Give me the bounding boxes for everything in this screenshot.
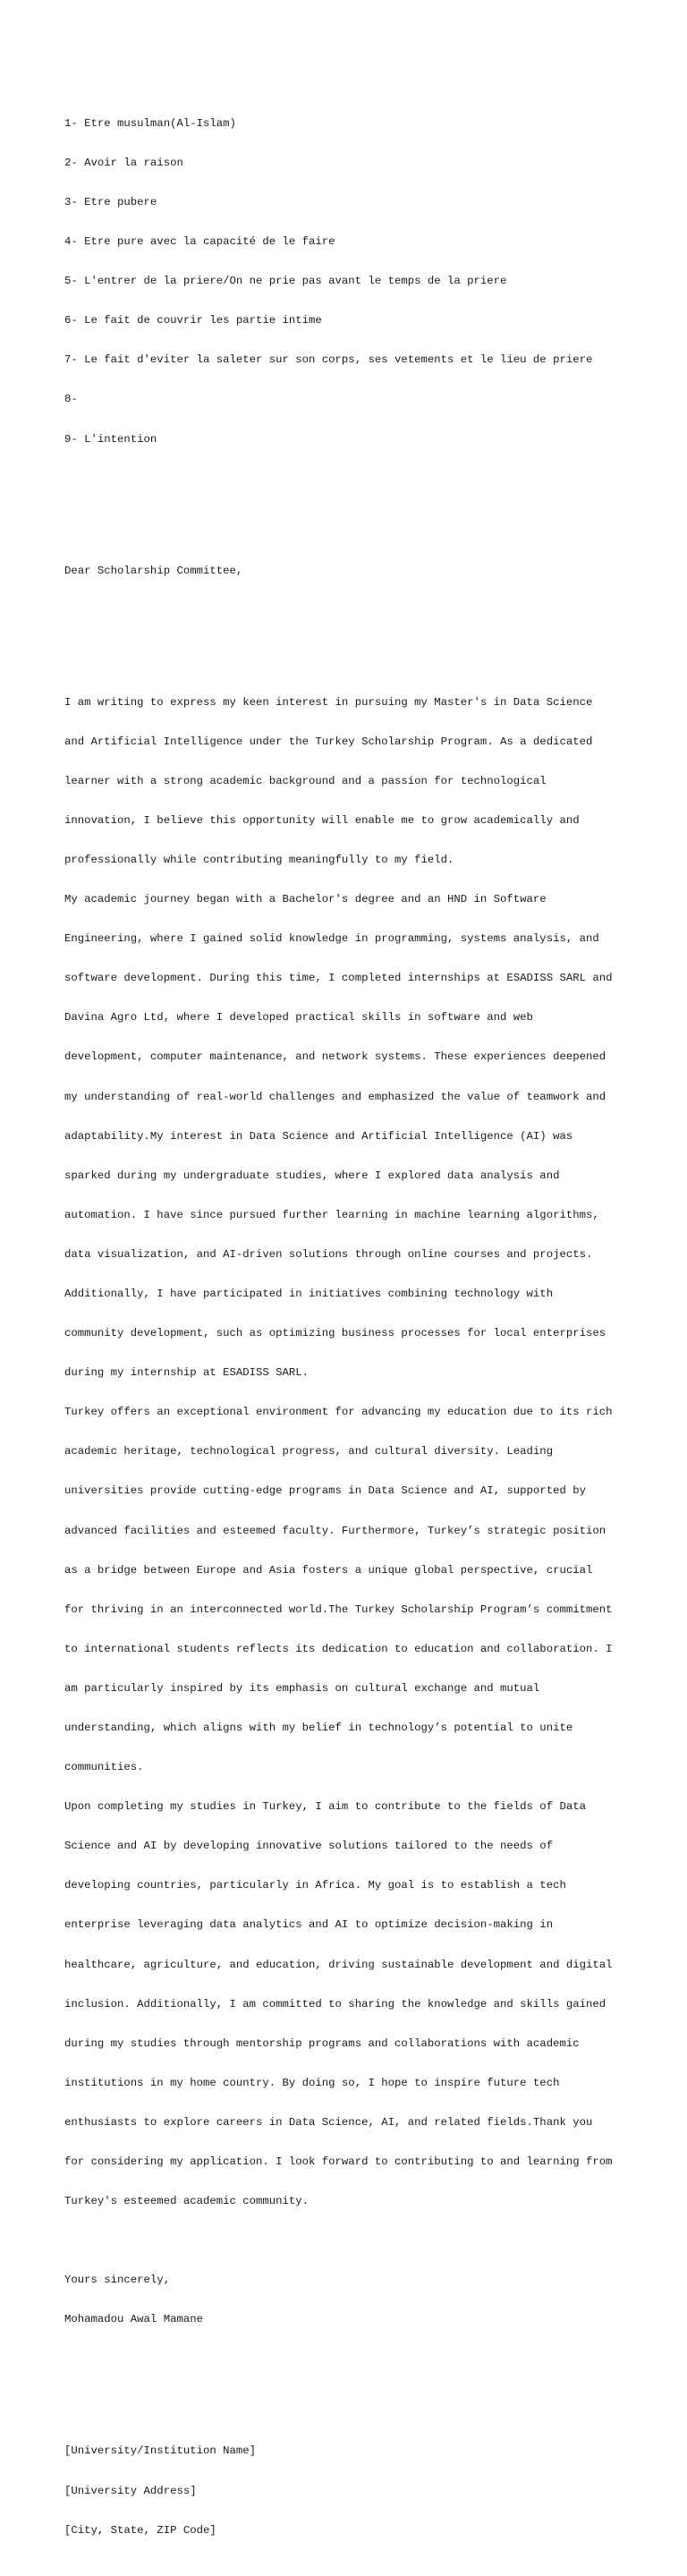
- body-line: to international students reflects its dedication to education and collaboration. I: [64, 1642, 613, 1655]
- body-line: Turkey's esteemed academic community.: [64, 2195, 310, 2208]
- body-line: adaptability.My interest in Data Science and Artificial Intelligence (AI) was: [64, 1129, 573, 1143]
- body-line: Turkey offers an exceptional environment for advancing my education due to its rich: [64, 1406, 613, 1419]
- body-line: for considering my application. I look forward to contributing to and learning from: [64, 2155, 613, 2169]
- body-line: for thriving in an interconnected world.The Turkey Scholarship Program’s commitment: [64, 1603, 613, 1616]
- body-line: data visualization, and AI-driven solutions through online courses and projects.: [64, 1247, 593, 1261]
- body-line: I am writing to express my keen interest in pursuing my Master's in Data Science: [64, 695, 593, 709]
- body-line: academic heritage, technological progress, and cultural diversity. Leading: [64, 1445, 554, 1458]
- body-line: inclusion. Additionally, I am committed to sharing the knowledge and skills gained: [64, 1997, 606, 2011]
- spacer: [64, 2366, 637, 2379]
- body-line: automation. I have since pursued further learning in machine learning algorithms,: [64, 1208, 599, 1221]
- body-line: professionally while contributing meaningfully to my field.: [64, 853, 454, 866]
- list-item: 3- Etre pubere: [64, 196, 157, 208]
- body-line: Engineering, where I gained solid knowledge in programming, systems analysis, and: [64, 932, 599, 946]
- body-line: as a bridge between Europe and Asia fosters a unique global perspective, crucial: [64, 1563, 593, 1577]
- salutation: Dear Scholarship Committee,: [64, 564, 243, 577]
- body-line: community development, such as optimizing business processes for local enterprises: [64, 1327, 606, 1340]
- body-line: universities provide cutting-edge programs in Data Science and AI, supported by: [64, 1484, 586, 1498]
- body-line: my understanding of real-world challenges and emphasized the value of teamwork and: [64, 1090, 606, 1103]
- list-item: 8-: [64, 393, 78, 406]
- address-block: [64, 2419, 637, 2563]
- body-line: development, computer maintenance, and network systems. These experiences deepened: [64, 1050, 606, 1064]
- letter-body: [64, 669, 637, 2234]
- list-item: 4- Etre pure avec la capacité de le faire: [64, 235, 335, 249]
- body-line: advanced facilities and esteemed faculty. Furthermore, Turkey’s strategic position: [64, 1524, 606, 1537]
- body-line: communities.: [64, 1761, 144, 1774]
- list-item: 6- Le fait de couvrir les partie intime: [64, 314, 322, 327]
- body-line: Upon completing my studies in Turkey, I aim to contribute to the fields of Data: [64, 1800, 586, 1814]
- body-line: institutions in my home country. By doing so, I hope to inspire future tech: [64, 2076, 560, 2089]
- closing: Yours sincerely,: [64, 2274, 171, 2287]
- body-line: and Artificial Intelligence under the Turkey Scholarship Program. As a dedicated: [64, 735, 593, 748]
- body-line: enterprise leveraging data analytics and AI to optimize decision-making in: [64, 1918, 554, 1932]
- list-item: 2- Avoir la raison: [64, 156, 183, 169]
- spacer: [64, 616, 637, 630]
- body-line: during my studies through mentorship programs and collaborations with academic: [64, 2036, 580, 2050]
- list-item: 5- L'entrer de la priere/On ne prie pas avant le temps de la priere: [64, 275, 507, 288]
- list-item: 1- Etre musulman(Al-Islam): [64, 116, 236, 130]
- body-line: healthcare, agriculture, and education, driving sustainable development and digital: [64, 1958, 613, 1971]
- body-line: learner with a strong academic background and a passion for technological: [64, 774, 547, 787]
- list-item: 9- L'intention: [64, 432, 157, 446]
- document-page: [64, 64, 637, 2576]
- body-line: Science and AI by developing innovative solutions tailored to the needs of: [64, 1840, 554, 1853]
- body-line: during my internship at ESADISS SARL.: [64, 1366, 310, 1380]
- body-line: enthusiasts to explore careers in Data Science, AI, and related fields.Thank you: [64, 2115, 593, 2129]
- spacer: [64, 512, 637, 525]
- list-item: 7- Le fait d'eviter la saleter sur son corps, ses vetements et le lieu de priere: [64, 353, 593, 367]
- numbered-list: [64, 90, 637, 472]
- body-line: Additionally, I have participated in initiatives combining technology with: [64, 1287, 554, 1300]
- body-line: innovation, I believe this opportunity will enable me to grow academically and: [64, 813, 580, 827]
- body-line: understanding, which aligns with my belief in technology’s potential to unite: [64, 1722, 573, 1734]
- signature: Mohamadou Awal Mamane: [64, 2313, 203, 2326]
- address-line: [University Address]: [64, 2484, 197, 2497]
- body-line: Davina Agro Ltd, where I developed practical skills in software and web: [64, 1011, 533, 1024]
- body-line: developing countries, particularly in Africa. My goal is to establish a tech: [64, 1879, 566, 1892]
- body-line: My academic journey began with a Bachelor's degree and an HND in Software: [64, 893, 547, 906]
- body-line: software development. During this time, I completed internships at ESADISS SARL and: [64, 972, 613, 985]
- address-line: [University/Institution Name]: [64, 2444, 257, 2458]
- body-line: sparked during my undergraduate studies, where I explored data analysis and: [64, 1169, 560, 1182]
- address-line: [City, State, ZIP Code]: [64, 2523, 216, 2537]
- body-line: am particularly inspired by its emphasis on cultural exchange and mutual: [64, 1681, 540, 1695]
